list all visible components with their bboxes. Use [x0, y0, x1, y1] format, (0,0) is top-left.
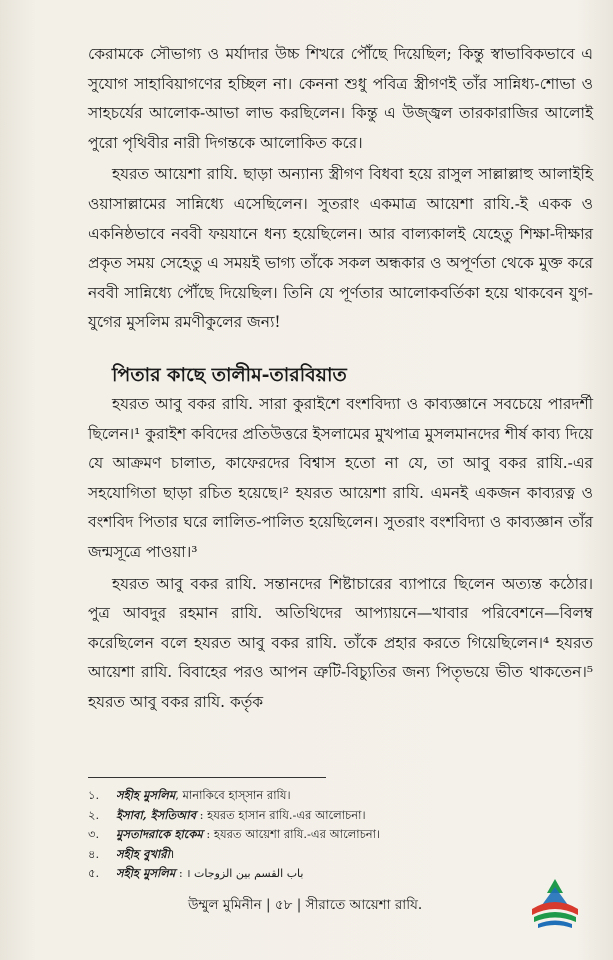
footnote-source: ইসাবা, ইসতিআব	[116, 807, 196, 822]
footer-chapter-title: সীরাতে আয়েশা রাযি.	[305, 897, 423, 913]
footnote-source: সহীহ মুসলিম	[116, 788, 176, 802]
footnotes	[88, 786, 588, 884]
paragraph: কেরামকে সৌভাগ্য ও মর্যাদার উচ্চ শিখরে পৌঁছে দিয়েছিল; কিন্তু স্বাভাবিকভাবে এ সুযোগ সাহাবিয়াগণের হচ্ছিল না। কেননা শুধু পবিত্র স্ত্রীগণই তাঁর সান্নিধ্য-শোভা ও সাহচর্যের আলোক-আভা লাভ করছিলেন। কিন্তু এ উজ্জ্বল তারকারাজির আলোই পুরো পৃথিবীর নারী দিগন্তকে আলোকিত করে।	[88, 45, 593, 152]
footnote-number: ২.	[88, 807, 100, 822]
paragraph: হযরত আয়েশা রাযি. ছাড়া অন্যান্য স্ত্রীগণ বিধবা হয়ে রাসুল সাল্লাল্লাহু আলাইহি ওয়াসাল্লামের সান্নিধ্যে এসেছিলেন। সুতরাং একমাত্র আয়েশা রাযি.-ই একক ও একনিষ্ঠভাবে নববী ফয়যানে ধন্য হয়েছিলেন। আর বাল্যকালই যেহেতু শিক্ষা-দীক্ষার প্রকৃত সময় সেহেতু এ সময়ই ভাগ্য তাঁকে সকল অন্ধকার ও অপূর্ণতা থেকে মুক্ত করে নববী সান্নিধ্যে পৌঁছে দিয়েছিল। তিনি যে পূর্ণতার আলোকবর্তিকা হয়ে থাকবেন যুগ-যুগের মুসলিম রমণীকুলের জন্য!	[88, 165, 593, 332]
footnote	[88, 845, 588, 865]
footnote-divider	[88, 777, 326, 778]
book-logo-icon	[528, 875, 582, 931]
footnote-source: সহীহ মুসলিম	[116, 866, 176, 881]
footnote	[88, 825, 588, 845]
footer-separator: |	[296, 897, 302, 913]
footnote	[88, 864, 588, 884]
footnote-source: মুসতাদরাকে হাকেম	[116, 827, 203, 842]
footnote-text: ।	[169, 846, 175, 861]
footnote-text: :	[175, 866, 187, 881]
footnote-number: ৩.	[88, 827, 100, 842]
footnote-text: , মানাকিবে হাস্সান রাযি।	[175, 788, 291, 802]
footnote-number: ৫.	[88, 866, 100, 881]
paragraph: হযরত আবু বকর রাযি. সন্তানদের শিষ্টাচারের ব্যাপারে ছিলেন অত্যন্ত কঠোর। পুত্র আবদুর রহমান রাযি. অতিথিদের আপ্যায়নে—খাবার পরিবেশনে—বিলম্ব করেছিলেন বলে হযরত আবু বকর রাযি. তাঁকে প্রহার করতে গিয়েছিলেন।⁴ হযরত আয়েশা রাযি. বিবাহের পরও আপন ত্রুটি-বিচ্যুতির জন্য পিতৃভয়ে ভীত থাকতেন।⁵ হযরত আবু বকর রাযি. কর্তৃক	[88, 574, 593, 711]
footnote-source: সহীহ বুখারী	[116, 846, 170, 861]
page-number: ৫৮	[274, 897, 293, 913]
footnote	[88, 786, 588, 806]
footer-separator: |	[266, 897, 271, 913]
footnote-number: ১.	[88, 788, 100, 802]
footnote-text: : হযরত হাসান রাযি.-এর আলোচনা।	[195, 807, 366, 822]
paragraph: হযরত আবু বকর রাযি. সারা কুরাইশে বংশবিদ্যা ও কাব্যজ্ঞানে সবচেয়ে পারদর্শী ছিলেন।¹ কুরাইশ কবিদের প্রতিউত্তরে ইসলামের মুখপাত্র মুসলমানদের শীর্ষ কাব্য দিয়ে যে আক্রমণ চালাত, কাফেরদের বিশ্বাস হতো না যে, তা আবু বকর রাযি.-এর সহযোগিতা ছাড়া রচিত হয়েছে।² হযরত আয়েশা রাযি. এমনই একজন কাব্যরত্ন ও বংশবিদ পিতার ঘরে লালিত-পালিত হয়েছিলেন। সুতরাং বংশবিদ্যা ও কাব্যজ্ঞান তাঁর জন্মসূত্রে পাওয়া।³	[88, 394, 593, 561]
footnote-number: ৪.	[88, 846, 100, 861]
footer-book-title: উম্মুল মুমিনীন	[188, 897, 262, 913]
section-heading: পিতার কাছে তালীম-তারবিয়াত	[102, 360, 357, 390]
page-body	[88, 40, 593, 717]
footnote-text: : হযরত আয়েশা রাযি.-এর আলোচনা।	[202, 827, 381, 842]
footnote	[88, 806, 588, 826]
running-footer	[188, 895, 528, 915]
footnote-arabic-text: باب القسم بين الزوجات ।	[186, 867, 304, 881]
